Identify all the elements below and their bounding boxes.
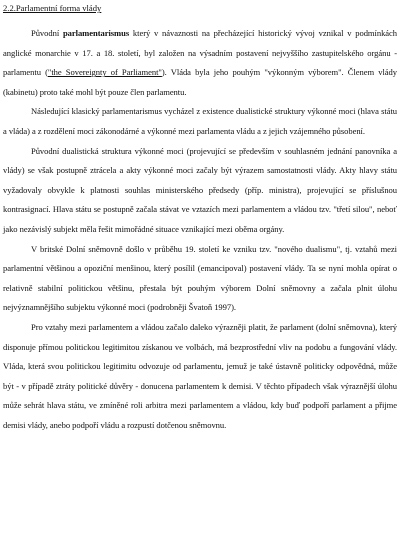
paragraph-4: V britské Dolní sněmovně došlo v průběhu 19. století ke vzniku tzv. "nového dualismu", tj. vztahů mezi parlamentní většinou a opoziční menšinou, který posílil (emancipoval) postavení vlády. Ta se nyní mohla opírat o relativně stabilní politickou většinu, přestala být pouhým výborem Dolní sněmovny a začala plnit úlohu nejvýznamnějšího subjektu výkonné moci (podrobněji Švatoň 1997).: [3, 243, 397, 313]
paragraph-2: Následující klasický parlamentarismus vycházel z existence dualistické struktury výkonné moci (hlava státu a vláda) a z rozdělení moci zákonodárné a výkonné mezi parlamenta vládu a z jejich vzájemného působení.: [3, 106, 397, 136]
sovereignty-quote: "the Sovereignty of Parliament": [47, 67, 162, 78]
paragraph-1-body: který v návaznosti na přecházející historický vývoj vznikal v podmínkách anglické monarchie v 17. a 18. století, byl založen na výsadním postavení nejvyššího zastupitelského orgánu - parlamentu (: [3, 28, 398, 78]
paragraph-1-tail: ). Vláda byla jeho pouhým "výkonným výborem". Členem vlády (kabinetu) proto také mohl být pouze člen parlamentu.: [3, 67, 397, 97]
paragraph-3: Původní dualistická struktura výkonné moci (projevující se především v souhlasném jednání panovníka a vlády) se však postupně ztrácela a akty výkonné moci začaly být výrazem samostatnosti vlády. Akty hlavy státu vyžadovaly obvykle k platnosti souhlas ministerského předsedy (příp. ministra), projevující se příslušnou kontrasignací. Hlava státu se postupně začala stávat ve vztazích mezi parlamentem a vládou tzv. "třetí silou", neboť jako nezávislý subjekt měla řešit mimořádné situace vznikající mezi oběma orgány.: [3, 145, 397, 234]
section-heading: 2.2.Parlamentní forma vlády: [3, 3, 102, 13]
paragraph-1-lead: Původní: [31, 28, 63, 38]
paragraph-1: [3, 24, 397, 102]
term-parlamentarismus: parlamentarismus: [62, 28, 130, 38]
paragraph-5: Pro vztahy mezi parlamentem a vládou začalo daleko výrazněji platit, že parlament (dolní sněmovna), který disponuje přímou politickou legitimitou získanou ve volbách, má bezprostřední vliv na podobu a fungování vlády. Vláda, která svou politickou legitimitu odvozuje od parlamentu, jemuž je také ústavně politicky odpovědná, může být - v případě ztráty politické důvěry - donucena parlamentem k demisi. V těchto případech však výraznější úlohu může sehrát hlava státu, ve zmíněné roli arbitra mezi parlamentem a vládou, kdy buď podpoří parlament a přijme demisi vlády, anebo podpoří vládu a rozpustí dotčenou sněmovnu.: [3, 321, 397, 430]
